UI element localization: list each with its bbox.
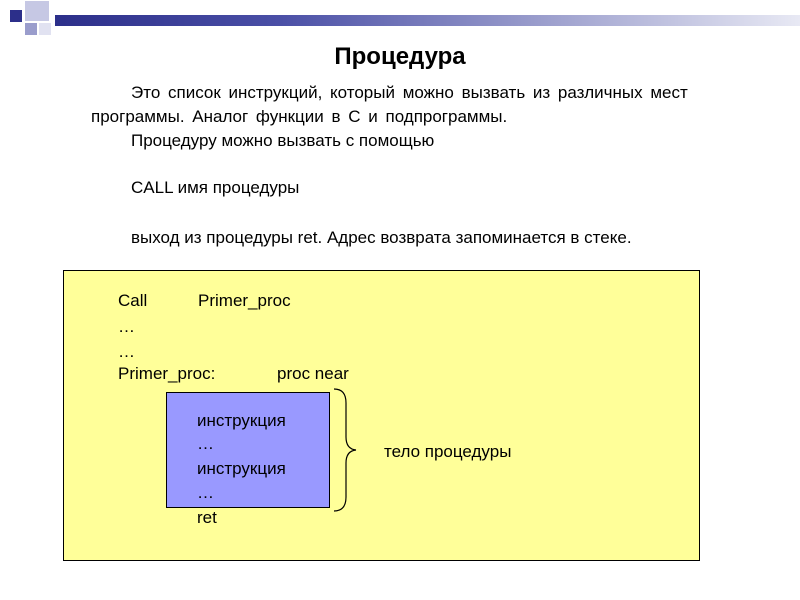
description-line: программы. Аналог функции в С и подпрограммы. bbox=[91, 107, 508, 126]
code-proc-label: Primer_proc: bbox=[118, 364, 216, 383]
procedure-body-line: … bbox=[197, 434, 214, 453]
code-example-box bbox=[63, 270, 700, 561]
curly-brace-icon bbox=[330, 385, 370, 515]
slide-title: Процедура bbox=[334, 43, 466, 70]
procedure-body-line: … bbox=[197, 483, 214, 502]
code-call-keyword: Call bbox=[118, 291, 148, 310]
decor-square bbox=[39, 23, 51, 35]
decor-square bbox=[10, 10, 22, 22]
code-proc-declaration: proc near bbox=[277, 364, 349, 383]
procedure-body-label: тело процедуры bbox=[384, 442, 512, 461]
procedure-body-line: инструкция bbox=[197, 411, 286, 430]
description-line: Процедуру можно вызвать с помощью bbox=[131, 131, 435, 150]
code-ellipsis: … bbox=[118, 342, 135, 361]
decor-square bbox=[25, 1, 49, 21]
top-gradient-bar bbox=[55, 15, 800, 26]
description-line: выход из процедуры ret. Адрес возврата запоминается в стеке. bbox=[131, 228, 632, 247]
description-line: Это список инструкций, который можно вызвать из различных мест bbox=[131, 83, 688, 102]
procedure-body-line: ret bbox=[197, 508, 217, 527]
call-syntax-line: CALL имя процедуры bbox=[131, 178, 300, 197]
decor-square bbox=[25, 23, 37, 35]
procedure-body-line: инструкция bbox=[197, 459, 286, 478]
code-call-target: Primer_proc bbox=[198, 291, 291, 310]
code-ellipsis: … bbox=[118, 317, 135, 336]
